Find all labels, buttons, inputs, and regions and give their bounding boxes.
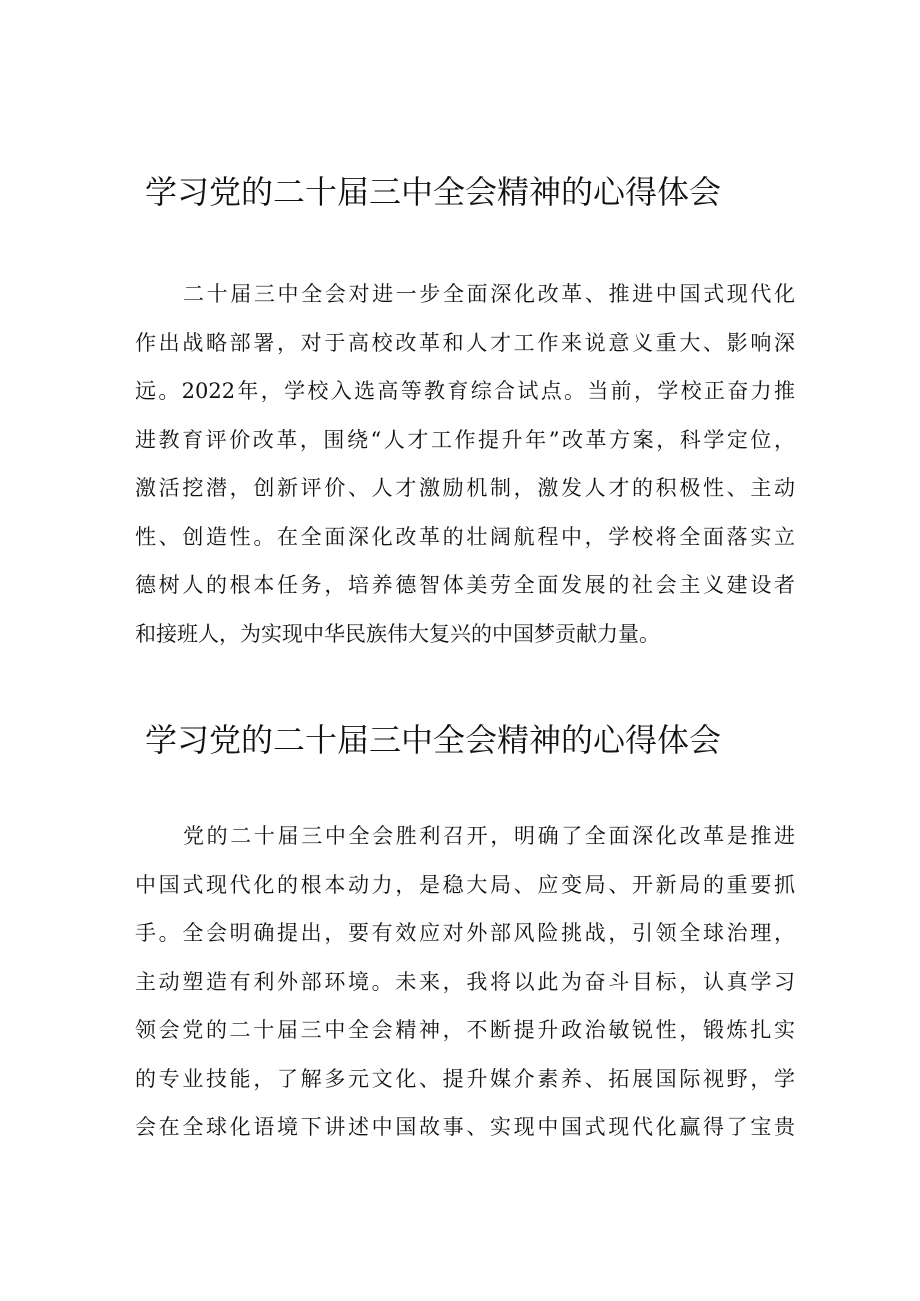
article-2-line-1: 党的二十届三中全会胜利召开，明确了全面深化改革是推进 [183, 824, 795, 848]
article-2-body [135, 812, 795, 1152]
article-1-line-5: 激活挖潜，创新评价、人才激励机制，激发人才的积极性、主动 [135, 476, 795, 500]
article-1-line-2: 作出战略部署，对于高校改革和人才工作来说意义重大、影响深 [135, 330, 795, 355]
article-1-line-4: 进教育评价改革，围绕“人才工作提升年”改革方案，科学定位， [135, 427, 795, 452]
article-2-line-4: 主动塑造有利外部环境。未来，我将以此为奋斗目标，认真学习 [135, 969, 795, 994]
article-2-line-3: 手。全会明确提出，要有效应对外部风险挑战，引领全球治理， [135, 921, 795, 945]
article-2-line-5: 领会党的二十届三中全会精神，不断提升政治敏锐性，锻炼扎实 [135, 1018, 795, 1042]
article-1-line-7: 德树人的根本任务，培养德智体美劳全面发展的社会主义建设者 [135, 573, 795, 597]
article-2-title: 学习党的二十届三中全会精神的心得体会 [145, 721, 722, 759]
article-1-line-8: 和接班人，为实现中华民族伟大复兴的中国梦贡献力量。 [135, 621, 660, 646]
article-1-title: 学习党的二十届三中全会精神的心得体会 [145, 173, 722, 211]
article-1-line-3: 远。2022年，学校入选高等教育综合试点。当前，学校正奋力推 [135, 379, 795, 403]
article-2-line-7: 会在全球化语境下讲述中国故事、实现中国式现代化赢得了宝贵 [135, 1115, 795, 1139]
article-2-line-2: 中国式现代化的根本动力，是稳大局、应变局、开新局的重要抓 [135, 872, 795, 897]
article-1-line-1: 二十届三中全会对进一步全面深化改革、推进中国式现代化 [183, 282, 795, 306]
article-1-body [135, 270, 795, 658]
article-2-line-6: 的专业技能，了解多元文化、提升媒介素养、拓展国际视野，学 [135, 1066, 795, 1091]
article-1-line-6: 性、创造性。在全面深化改革的壮阔航程中，学校将全面落实立 [135, 524, 795, 549]
